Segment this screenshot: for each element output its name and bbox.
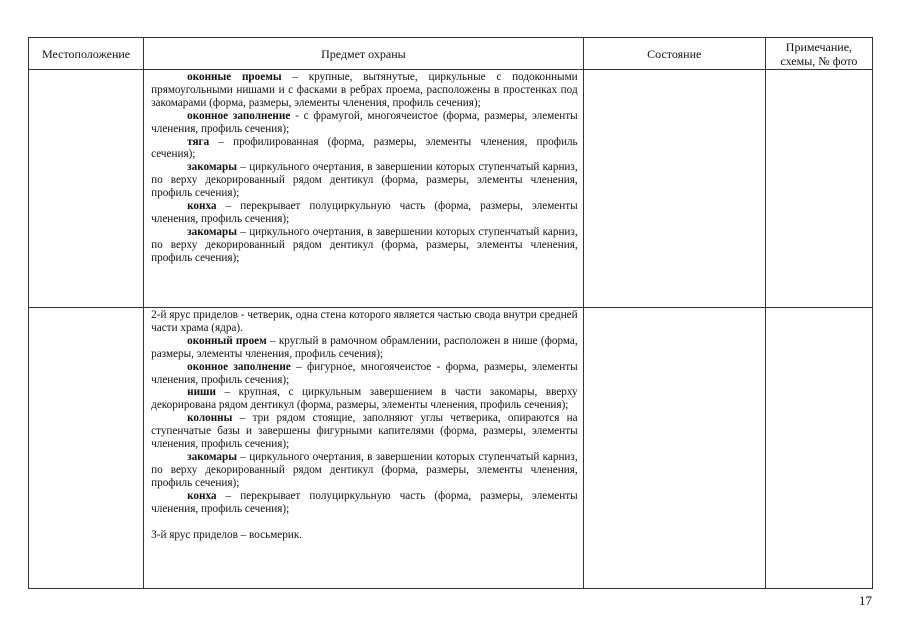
item-text: – профилированная (форма, размеры, элементы членения, профиль сечения); — [151, 135, 578, 161]
protection-item — [151, 71, 578, 110]
state-cell — [583, 70, 765, 308]
item-text: – фигурное, многоячеистое - форма, размеры, элементы членения, профиль сечения); — [151, 360, 578, 386]
item-term: закомары — [187, 225, 237, 238]
header-note — [765, 38, 872, 70]
header-note-line2: схемы, № фото — [780, 53, 858, 68]
subject-list — [151, 335, 578, 516]
item-term: оконный проем — [187, 334, 267, 347]
subject-cell — [144, 70, 584, 308]
protection-item — [151, 412, 578, 451]
item-term: оконное заполнение — [187, 360, 291, 373]
header-note-line1: Примечание, — [785, 39, 853, 54]
page-number: 17 — [859, 593, 872, 608]
item-term: закомары — [187, 450, 237, 463]
item-term: оконное заполнение — [187, 109, 291, 122]
item-text: – перекрывает полуциркульную часть (форма, размеры, элементы членения, профиль сечения); — [151, 200, 578, 225]
item-text: – циркульного очертания, в завершении которых ступенчатый карниз, по верху декорированный рядом дентикул (форма, размеры, элементы членения, профиль сечения); — [151, 161, 578, 200]
protection-item — [151, 386, 578, 412]
location-cell — [29, 308, 144, 589]
protection-item — [151, 451, 578, 490]
protection-item — [151, 335, 578, 361]
item-text: – круглый в рамочном обрамлении, расположен в нише (форма, размеры, элементы членения, профиль сечения); — [151, 334, 578, 360]
item-text: – три рядом стоящие, заполняют углы четверика, опираются на ступенчатые базы и завершены фигурными капителями (форма, размеры, элементы членения, профиль сечения); — [151, 412, 578, 451]
item-text: – циркульного очертания, в завершении которых ступенчатый карниз, по верху декорированный рядом дентикул (форма, размеры, элементы членения, профиль сечения); — [151, 450, 578, 489]
tier-intro: 2-й ярус приделов - четверик, одна стена которого является частью свода внутри средней части храма (ядра). — [151, 309, 578, 334]
item-term: тяга — [187, 135, 210, 148]
item-term: колонны — [187, 412, 233, 425]
item-term: оконные проемы — [187, 71, 282, 83]
subject-cell — [144, 308, 584, 589]
item-term: закомары — [187, 161, 237, 174]
header-location: Местоположение — [29, 38, 144, 70]
note-cell — [765, 70, 872, 308]
table-header-row — [29, 38, 873, 70]
protection-table — [28, 37, 873, 589]
item-text: – перекрывает полуциркульную часть (форма, размеры, элементы членения, профиль сечения); — [151, 489, 578, 515]
item-text: – крупные, вытянутые, циркульные с подоконными прямоугольными нишами и с фасками в ребрах проема, расположены в простенках под закомарами (форма, размеры, элементы членения, профиль сечения); — [151, 71, 578, 109]
protection-item — [151, 136, 578, 162]
protection-item — [151, 110, 578, 136]
item-text: - с фрамугой, многоячеистое (форма, размеры, элементы членения, профиль сечения); — [151, 109, 578, 135]
location-cell — [29, 70, 144, 308]
protection-item — [151, 161, 578, 200]
state-cell — [583, 308, 765, 589]
header-state: Состояние — [583, 38, 765, 70]
document-page — [28, 37, 873, 589]
subject-list — [144, 70, 583, 265]
tier-outro: 3-й ярус приделов – восьмерик. — [151, 528, 303, 541]
header-subject: Предмет охраны — [144, 38, 584, 70]
item-term: конха — [187, 200, 217, 213]
protection-item — [151, 200, 578, 226]
item-term: конха — [187, 489, 217, 502]
protection-item — [151, 361, 578, 387]
note-cell — [765, 308, 872, 589]
protection-item — [151, 226, 578, 265]
item-term: ниши — [187, 386, 216, 399]
table-row — [29, 70, 873, 308]
item-text: – циркульного очертания, в завершении которых ступенчатый карниз, по верху декорированный рядом дентикул (форма, размеры, элементы членения, профиль сечения); — [151, 225, 578, 264]
table-row — [29, 308, 873, 589]
item-text: – крупная, с циркульным завершением в части закомары, вверху декорирована рядом дентикул (форма, размеры, элементы членения, профиль сечения); — [151, 386, 578, 412]
protection-item — [151, 490, 578, 516]
